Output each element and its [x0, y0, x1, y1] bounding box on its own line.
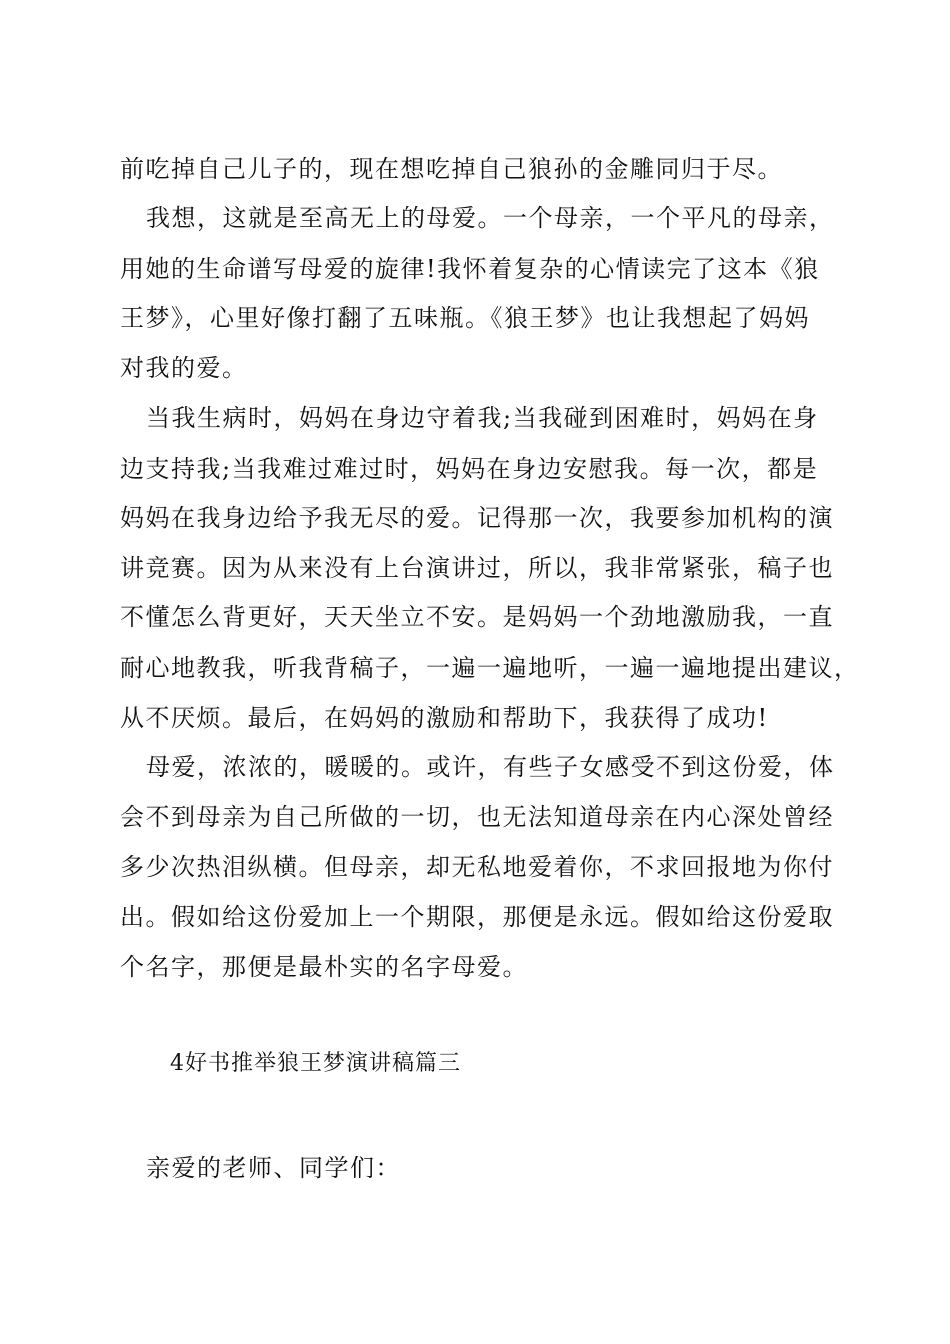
paragraph-line: 会不到母亲为自己所做的一切，也无法知道母亲在内心深处曾经 — [120, 803, 834, 831]
paragraph-line: 前吃掉自己儿子的，现在想吃掉自己狼孙的金雕同归于尽。 — [120, 155, 783, 183]
paragraph-line: 不懂怎么背更好，天天坐立不安。是妈妈一个劲地激励我，一直 — [120, 603, 834, 631]
paragraph-line: 当我生病时，妈妈在身边守着我;当我碰到困难时，妈妈在身 — [146, 404, 819, 432]
paragraph-line: 边支持我;当我难过难过时，妈妈在身边安慰我。每一次，都是 — [120, 455, 819, 483]
salutation: 亲爱的老师、同学们： — [146, 1154, 401, 1182]
paragraph-line: 耐心地教我，听我背稿子，一遍一遍地听，一遍一遍地提出建议， — [120, 654, 860, 682]
paragraph-line: 讲竞赛。因为从来没有上台演讲过，所以，我非常紧张，稿子也 — [120, 554, 834, 582]
paragraph-line: 妈妈在我身边给予我无尽的爱。记得那一次，我要参加机构的演 — [120, 504, 834, 532]
paragraph-line: 我想，这就是至高无上的母爱。一个母亲，一个平凡的母亲， — [146, 204, 835, 232]
paragraph-line: 从不厌烦。最后，在妈妈的激励和帮助下，我获得了成功! — [120, 704, 769, 732]
paragraph-line: 出。假如给这份爱加上一个期限，那便是永远。假如给这份爱取 — [120, 903, 834, 931]
section-heading: 4好书推举狼王梦演讲稿篇三 — [170, 1051, 461, 1076]
paragraph-line: 个名字，那便是最朴实的名字母爱。 — [120, 953, 528, 981]
paragraph-line: 王梦》，心里好像打翻了五味瓶。《狼王梦》也让我想起了妈妈 — [120, 304, 810, 332]
paragraph-line: 用她的生命谱写母爱的旋律!我怀着复杂的心情读完了这本《狼 — [120, 255, 820, 283]
paragraph-line: 对我的爱。 — [120, 354, 248, 382]
paragraph-line: 多少次热泪纵横。但母亲，却无私地爱着你，不求回报地为你付 — [120, 853, 834, 881]
paragraph-line: 母爱，浓浓的，暖暖的。或许，有些子女感受不到这份爱，体 — [146, 753, 835, 781]
